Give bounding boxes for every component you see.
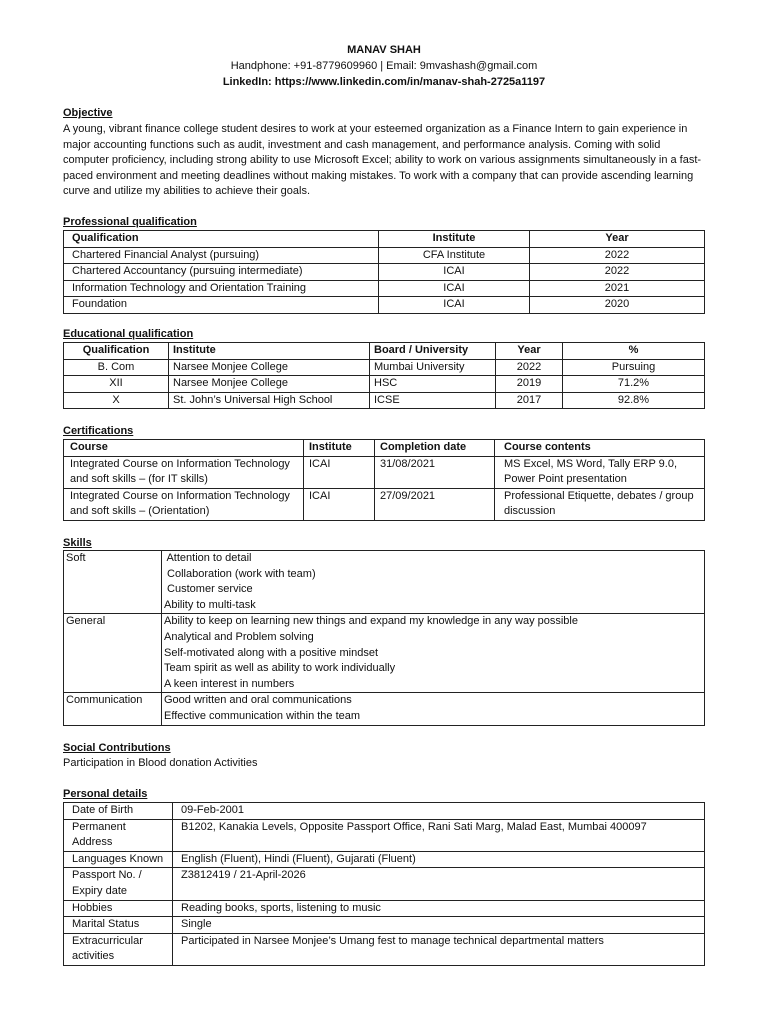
table-cell: B. Com: [64, 359, 169, 376]
table-row: [64, 247, 705, 264]
list-item: Effective communication within the team: [164, 709, 361, 722]
skills-title: Skills: [63, 537, 92, 549]
skill-group-items: [162, 614, 705, 693]
table-row: [64, 917, 705, 934]
professional-table: [63, 230, 705, 314]
skills-table: [63, 550, 705, 726]
column-header: Institute: [304, 440, 375, 457]
table-row: [64, 933, 705, 965]
table-row: [64, 551, 705, 614]
table-cell: St. John’s Universal High School: [169, 392, 370, 409]
certifications-title: Certifications: [63, 425, 134, 437]
table-cell: ICAI: [304, 488, 375, 520]
table-row: [64, 297, 705, 314]
column-header: Qualification: [64, 343, 169, 360]
column-header: Course: [64, 440, 304, 457]
list-item: Good written and oral communications: [164, 694, 352, 707]
column-header: Year: [530, 231, 705, 248]
table-cell: Participated in Narsee Monjee’s Umang fest to manage technical departmental matters: [173, 933, 705, 965]
skill-group-items: [162, 693, 705, 725]
table-cell: 31/08/2021: [375, 456, 495, 488]
social-title: Social Contributions: [63, 742, 171, 754]
skill-group-label: General: [64, 614, 162, 693]
table-cell: ICAI: [379, 297, 530, 314]
table-row: [64, 456, 705, 488]
table-cell: 2021: [530, 280, 705, 297]
table-cell: Z3812419 / 21-April-2026: [173, 868, 705, 900]
personal-table: [63, 802, 705, 966]
table-cell: X: [64, 392, 169, 409]
table-row: [64, 264, 705, 281]
table-cell: Permanent Address: [64, 819, 173, 851]
table-row: [64, 851, 705, 868]
list-item: Team spirit as well as ability to work individually: [164, 662, 396, 675]
skill-group-label: Communication: [64, 693, 162, 725]
table-cell: Languages Known: [64, 851, 173, 868]
table-cell: 2019: [496, 376, 563, 393]
table-row: [64, 900, 705, 917]
column-header: %: [563, 343, 705, 360]
table-cell: 2022: [496, 359, 563, 376]
list-item: Collaboration (work with team): [164, 567, 316, 580]
table-cell: Single: [173, 917, 705, 934]
table-cell: Passport No. / Expiry date: [64, 868, 173, 900]
table-row: [64, 392, 705, 409]
table-cell: 92.8%: [563, 392, 705, 409]
column-header: Board / University: [370, 343, 496, 360]
table-cell: Reading books, sports, listening to music: [173, 900, 705, 917]
column-header: Qualification: [64, 231, 379, 248]
table-header-row: [64, 231, 705, 248]
professional-title: Professional qualification: [63, 216, 197, 228]
table-cell: MS Excel, MS Word, Tally ERP 9.0, Power Point presentation: [495, 456, 705, 488]
objective-text: A young, vibrant finance college student desires to work at your esteemed organization as a Finance Intern to gain experience in major accounting functions such as audit, investment and cash management, and performance analysis. Coming with solid computer proficiency, including strong ability to use Microsoft Excel; ability to work on various assignments simultaneously in a fast-paced environment and meeting deadlines without making mistakes. To work with a company that can provide ascending learning curve and utilize my abilities to achieve their goals.: [63, 123, 702, 197]
table-cell: Information Technology and Orientation Training: [64, 280, 379, 297]
table-row: [64, 376, 705, 393]
list-item: Ability to multi-task: [164, 598, 256, 611]
table-cell: 2020: [530, 297, 705, 314]
list-item: Analytical and Problem solving: [164, 630, 314, 643]
column-header: Course contents: [495, 440, 705, 457]
table-cell: 2022: [530, 247, 705, 264]
objective-title: Objective: [63, 107, 113, 119]
table-cell: ICAI: [379, 264, 530, 281]
table-cell: Integrated Course on Information Technology and soft skills – (for IT skills): [64, 456, 304, 488]
table-cell: ICAI: [379, 280, 530, 297]
table-row: [64, 614, 705, 693]
table-cell: Narsee Monjee College: [169, 359, 370, 376]
table-cell: CFA Institute: [379, 247, 530, 264]
educational-title: Educational qualification: [63, 328, 194, 340]
linkedin-line: LinkedIn: https://www.linkedin.com/in/manav-shah-2725a1197: [222, 76, 546, 88]
list-item: Customer service: [164, 583, 253, 596]
table-row: [64, 359, 705, 376]
candidate-name: MANAV SHAH: [347, 44, 421, 56]
list-item: Attention to detail: [164, 552, 252, 564]
personal-title: Personal details: [63, 788, 148, 800]
table-cell: B1202, Kanakia Levels, Opposite Passport Office, Rani Sati Marg, Malad East, Mumbai 400097: [173, 819, 705, 851]
table-cell: Date of Birth: [64, 803, 173, 820]
certifications-table: [63, 439, 705, 521]
social-text: Participation in Blood donation Activities: [63, 757, 258, 769]
table-cell: Integrated Course on Information Technology and soft skills – (Orientation): [64, 488, 304, 520]
table-cell: ICSE: [370, 392, 496, 409]
educational-table: [63, 342, 705, 409]
table-header-row: [64, 343, 705, 360]
table-cell: ICAI: [304, 456, 375, 488]
table-cell: Extracurricular activities: [64, 933, 173, 965]
table-row: [64, 280, 705, 297]
table-row: [64, 693, 705, 725]
table-cell: Chartered Accountancy (pursuing intermediate): [64, 264, 379, 281]
table-cell: 2017: [496, 392, 563, 409]
table-cell: HSC: [370, 376, 496, 393]
column-header: Year: [496, 343, 563, 360]
table-row: [64, 819, 705, 851]
table-row: [64, 803, 705, 820]
table-row: [64, 488, 705, 520]
resume-header: [0, 42, 768, 90]
table-cell: 2022: [530, 264, 705, 281]
table-cell: 27/09/2021: [375, 488, 495, 520]
table-cell: Foundation: [64, 297, 379, 314]
table-cell: Hobbies: [64, 900, 173, 917]
table-header-row: [64, 440, 705, 457]
column-header: Completion date: [375, 440, 495, 457]
table-row: [64, 868, 705, 900]
skill-group-items: [162, 551, 705, 614]
table-cell: 71.2%: [563, 376, 705, 393]
list-item: A keen interest in numbers: [164, 677, 295, 690]
list-item: Self-motivated along with a positive mindset: [164, 646, 378, 659]
list-item: Ability to keep on learning new things and expand my knowledge in any way possible: [164, 615, 578, 628]
table-cell: Narsee Monjee College: [169, 376, 370, 393]
table-cell: XII: [64, 376, 169, 393]
table-cell: Chartered Financial Analyst (pursuing): [64, 247, 379, 264]
table-cell: Marital Status: [64, 917, 173, 934]
table-cell: Pursuing: [563, 359, 705, 376]
table-cell: Mumbai University: [370, 359, 496, 376]
table-cell: 09-Feb-2001: [173, 803, 705, 820]
contact-line: Handphone: +91-8779609960 | Email: 9mvashash@gmail.com: [230, 60, 538, 72]
column-header: Institute: [379, 231, 530, 248]
skill-group-label: Soft: [64, 551, 162, 614]
table-cell: English (Fluent), Hindi (Fluent), Gujarati (Fluent): [173, 851, 705, 868]
column-header: Institute: [169, 343, 370, 360]
table-cell: Professional Etiquette, debates / group discussion: [495, 488, 705, 520]
